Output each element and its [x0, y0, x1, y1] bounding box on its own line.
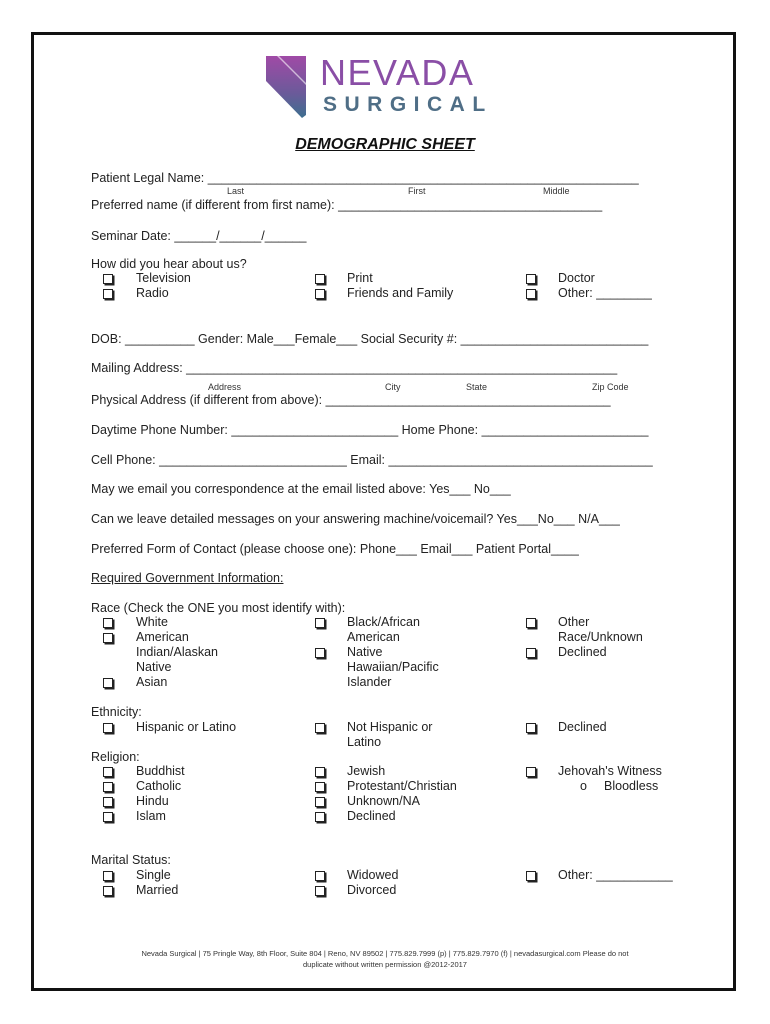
checkbox-race-american-indian[interactable]: [103, 633, 113, 643]
marital-status-label: Marital Status:: [91, 853, 171, 867]
checkbox-religion-declined[interactable]: [315, 812, 325, 822]
seminar-date-field[interactable]: Seminar Date: ______/______/______: [91, 229, 307, 243]
option-married: Married: [136, 883, 179, 897]
checkbox-jehovahs-witness[interactable]: [526, 767, 536, 777]
email-permission-field[interactable]: May we email you correspondence at the email listed above: Yes___ No___: [91, 482, 511, 496]
option-buddhist: Buddhist: [136, 764, 185, 778]
city-caption: City: [385, 382, 401, 392]
last-name-caption: Last: [227, 186, 245, 196]
checkbox-race-asian[interactable]: [103, 678, 113, 688]
option-protestant: Protestant/Christian: [347, 779, 457, 793]
option-jehovahs-witness: Jehovah's Witness: [558, 764, 662, 778]
hear-about-label: How did you hear about us?: [91, 257, 247, 271]
option-print: Print: [347, 271, 373, 285]
checkbox-widowed[interactable]: [315, 871, 325, 881]
phone-numbers-field[interactable]: Daytime Phone Number: ________________________ Home Phone: ________________________: [91, 423, 649, 437]
checkbox-divorced[interactable]: [315, 886, 325, 896]
checkbox-hindu[interactable]: [103, 797, 113, 807]
option-unknown-na: Unknown/NA: [347, 794, 420, 808]
mailing-address-field[interactable]: Mailing Address: ______________________________________________________________: [91, 361, 618, 375]
footer-line-2: duplicate without written permission @2012-2017: [303, 960, 467, 969]
religion-label: Religion:: [91, 750, 140, 764]
checkbox-other-source[interactable]: [526, 289, 536, 299]
gov-info-heading: Required Government Information:: [91, 571, 284, 585]
checkbox-television[interactable]: [103, 274, 113, 284]
logo-name: NEVADA: [320, 52, 475, 93]
checkbox-race-black[interactable]: [315, 618, 325, 628]
checkbox-married[interactable]: [103, 886, 113, 896]
middle-name-caption: Middle: [543, 186, 570, 196]
checkbox-radio[interactable]: [103, 289, 113, 299]
option-other-source[interactable]: Other: ________: [558, 286, 652, 300]
option-race-black: Black/African American: [347, 615, 420, 644]
first-name-caption: First: [408, 186, 426, 196]
option-widowed: Widowed: [347, 868, 399, 882]
checkbox-jewish[interactable]: [315, 767, 325, 777]
checkbox-friends-family[interactable]: [315, 289, 325, 299]
option-marital-other[interactable]: Other: ___________: [558, 868, 673, 882]
page-title: DEMOGRAPHIC SHEET: [295, 136, 475, 153]
dob-gender-ssn-field[interactable]: DOB: __________ Gender: Male___Female___ Social Security #: ___________________________: [91, 332, 649, 346]
checkbox-unknown-na[interactable]: [315, 797, 325, 807]
option-race-asian: Asian: [136, 675, 168, 689]
option-ethnicity-declined: Declined: [558, 720, 607, 734]
state-caption: State: [466, 382, 488, 392]
option-race-hawaiian: Native Hawaiian/Pacific Islander: [347, 645, 439, 689]
option-radio: Radio: [136, 286, 169, 300]
checkbox-hispanic[interactable]: [103, 723, 113, 733]
option-race-white: White: [136, 615, 168, 629]
option-bloodless[interactable]: Bloodless: [604, 779, 659, 793]
preferred-contact-field[interactable]: Preferred Form of Contact (please choose one): Phone___ Email___ Patient Portal____: [91, 542, 579, 556]
option-race-american-indian: American Indian/Alaskan Native: [136, 630, 219, 674]
option-race-declined: Declined: [558, 645, 607, 659]
logo-subtitle: SURGICAL: [323, 93, 493, 116]
option-islam: Islam: [136, 809, 166, 823]
option-friends-family: Friends and Family: [347, 286, 454, 300]
preferred-name-field[interactable]: Preferred name (if different from first name): ______________________________________: [91, 198, 603, 212]
footer: [100, 948, 670, 970]
option-race-other: Other Race/Unknown: [558, 615, 643, 644]
checkbox-protestant[interactable]: [315, 782, 325, 792]
checkbox-race-other[interactable]: [526, 618, 536, 628]
address-caption: Address: [208, 382, 242, 392]
nevada-state-logo-icon: [265, 55, 307, 119]
option-catholic: Catholic: [136, 779, 182, 793]
zip-caption: Zip Code: [592, 382, 629, 392]
option-hindu: Hindu: [136, 794, 169, 808]
physical-address-field[interactable]: Physical Address (if different from above): _________________________________________: [91, 393, 611, 407]
checkbox-not-hispanic[interactable]: [315, 723, 325, 733]
checkbox-race-declined[interactable]: [526, 648, 536, 658]
checkbox-ethnicity-declined[interactable]: [526, 723, 536, 733]
option-not-hispanic: Not Hispanic or Latino: [347, 720, 433, 749]
option-divorced: Divorced: [347, 883, 397, 897]
cell-email-field[interactable]: Cell Phone: ___________________________ Email: ______________________________________: [91, 453, 653, 467]
option-television: Television: [136, 271, 191, 285]
voicemail-permission-field[interactable]: Can we leave detailed messages on your answering machine/voicemail? Yes___No___ N/A___: [91, 512, 620, 526]
checkbox-islam[interactable]: [103, 812, 113, 822]
checkbox-buddhist[interactable]: [103, 767, 113, 777]
checkbox-catholic[interactable]: [103, 782, 113, 792]
option-hispanic: Hispanic or Latino: [136, 720, 237, 734]
checkbox-doctor[interactable]: [526, 274, 536, 284]
option-jewish: Jewish: [347, 764, 386, 778]
option-religion-declined: Declined: [347, 809, 396, 823]
bullet-bloodless: o: [580, 779, 587, 793]
patient-legal-name-field[interactable]: Patient Legal Name: ______________________________________________________________: [91, 171, 639, 185]
checkbox-print[interactable]: [315, 274, 325, 284]
checkbox-single[interactable]: [103, 871, 113, 881]
footer-line-1: Nevada Surgical | 75 Pringle Way, 8th Floor, Suite 804 | Reno, NV 89502 | 775.829.7999 (p) | 775.829.7970 (f) | nevadasurgical.com Please do not: [141, 949, 629, 958]
option-single: Single: [136, 868, 171, 882]
ethnicity-label: Ethnicity:: [91, 705, 142, 719]
checkbox-marital-other[interactable]: [526, 871, 536, 881]
checkbox-race-white[interactable]: [103, 618, 113, 628]
option-doctor: Doctor: [558, 271, 595, 285]
checkbox-race-hawaiian[interactable]: [315, 648, 325, 658]
race-label: Race (Check the ONE you most identify with):: [91, 601, 346, 615]
